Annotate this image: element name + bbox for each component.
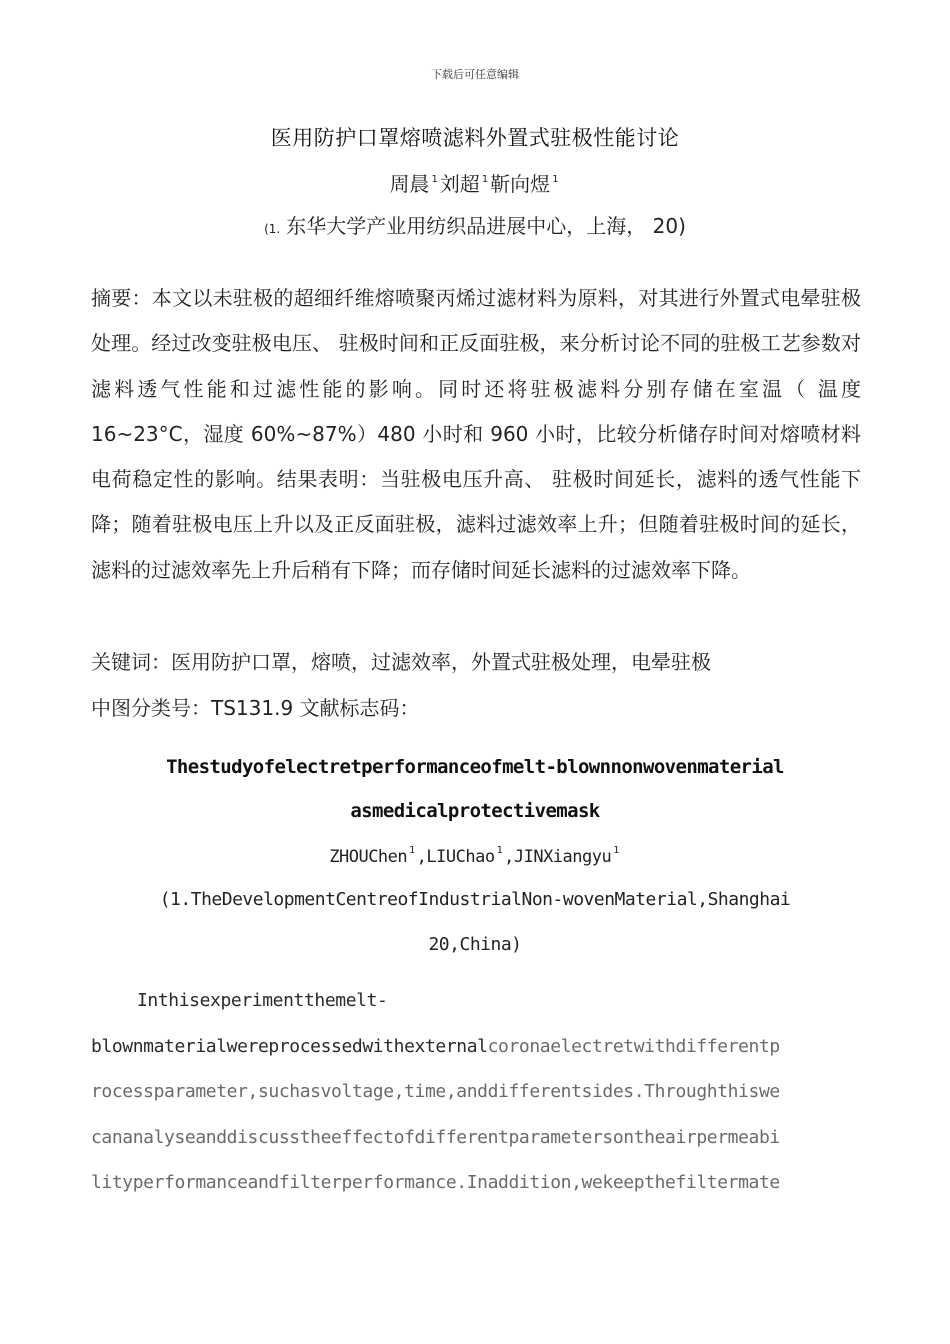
abstract-en — [91, 978, 861, 1206]
paper-title-cn: 医用防护口罩熔喷滤料外置式驻极性能讨论 — [270, 126, 680, 150]
abstract-en-line: Inthisexperimentthemelt- — [137, 990, 388, 1011]
authors-cn — [0, 168, 950, 197]
author-name-en: ZHOUChen — [329, 847, 408, 867]
keywords-cn: 关键词：医用防护口罩，熔喷，过滤效率，外置式驻极处理，电晕驻极 — [91, 650, 711, 674]
abstract-en-line: cananalyseanddiscusstheeffectofdifferentparametersontheairpermeabi — [91, 1126, 780, 1148]
author-name: 靳向煜 — [490, 172, 551, 196]
paper-title-en-line1: Thestudyofelectretperformanceofmelt-blownnonwovenmaterial — [166, 756, 784, 778]
affiliation-text: 东华大学产业用纺织品进展中心，上海， 20) — [286, 214, 686, 238]
author-mark: 1 — [481, 174, 489, 185]
author-mark: 1 — [431, 174, 438, 185]
abstract-cn: 摘要：本文以未驻极的超细纤维熔喷聚丙烯过滤材料为原料，对其进行外置式电晕驻极处理。经过改变驻极电压、 驻极时间和正反面驻极，来分析讨论不同的驻极工艺参数对滤料透气性能和过滤性能的影响。同时还将驻极滤料分别存储在室温（ 温度 16~23°C，湿度 60%~87%）480 小时和 960 小时，比较分析储存时间对熔喷材料电荷稳定性的影响。结果表明：当驻极电压升高、 驻极时间延长，滤料的透气性能下降；随着驻极电压上升以及正反面驻极，滤料过滤效率上升；但随着驻极时间的延长，滤料的过滤效率先上升后稍有下降；而存储时间延长滤料的过滤效率下降。 — [91, 286, 861, 582]
author-name: 刘超 — [439, 172, 480, 196]
paper-title-en-line2: asmedicalprotectivemask — [350, 800, 600, 822]
affiliation-en-line1: (1.TheDevelopmentCentreofIndustrialNon-wovenMaterial,Shanghai — [159, 889, 791, 910]
affiliation-prefix: (1. — [264, 222, 281, 236]
affiliation-cn — [0, 210, 950, 239]
classification-cn: 中图分类号：TS131.9 文献标志码： — [91, 696, 420, 720]
author-name-en: LIUChao — [426, 847, 495, 867]
abstract-en-segment: coronaelectretwithdifferentp — [487, 1035, 780, 1057]
author-separator: , — [416, 847, 427, 867]
author-name: 周晨 — [389, 172, 430, 196]
abstract-en-line — [91, 1024, 861, 1070]
abstract-en-line: lityperformanceandfilterperformance.Inaddition,wekeepthefiltermate — [91, 1172, 780, 1193]
authors-en — [0, 845, 950, 867]
author-name-en: JINXiangyu — [513, 847, 612, 867]
abstract-en-line: rocessparameter,suchasvoltage,time,anddifferentsides.Throughthiswe — [91, 1081, 780, 1102]
abstract-en-segment: blownmaterialwereprocessedwithexternal — [91, 1035, 488, 1057]
affiliation-en-line2: 20,China) — [428, 934, 522, 955]
author-mark: 1 — [496, 845, 503, 856]
author-mark: 1 — [552, 174, 559, 185]
author-mark: 1 — [409, 845, 415, 856]
header-note: 下载后可任意编辑 — [431, 68, 519, 81]
author-mark: 1 — [613, 845, 619, 856]
author-separator: , — [504, 847, 514, 867]
